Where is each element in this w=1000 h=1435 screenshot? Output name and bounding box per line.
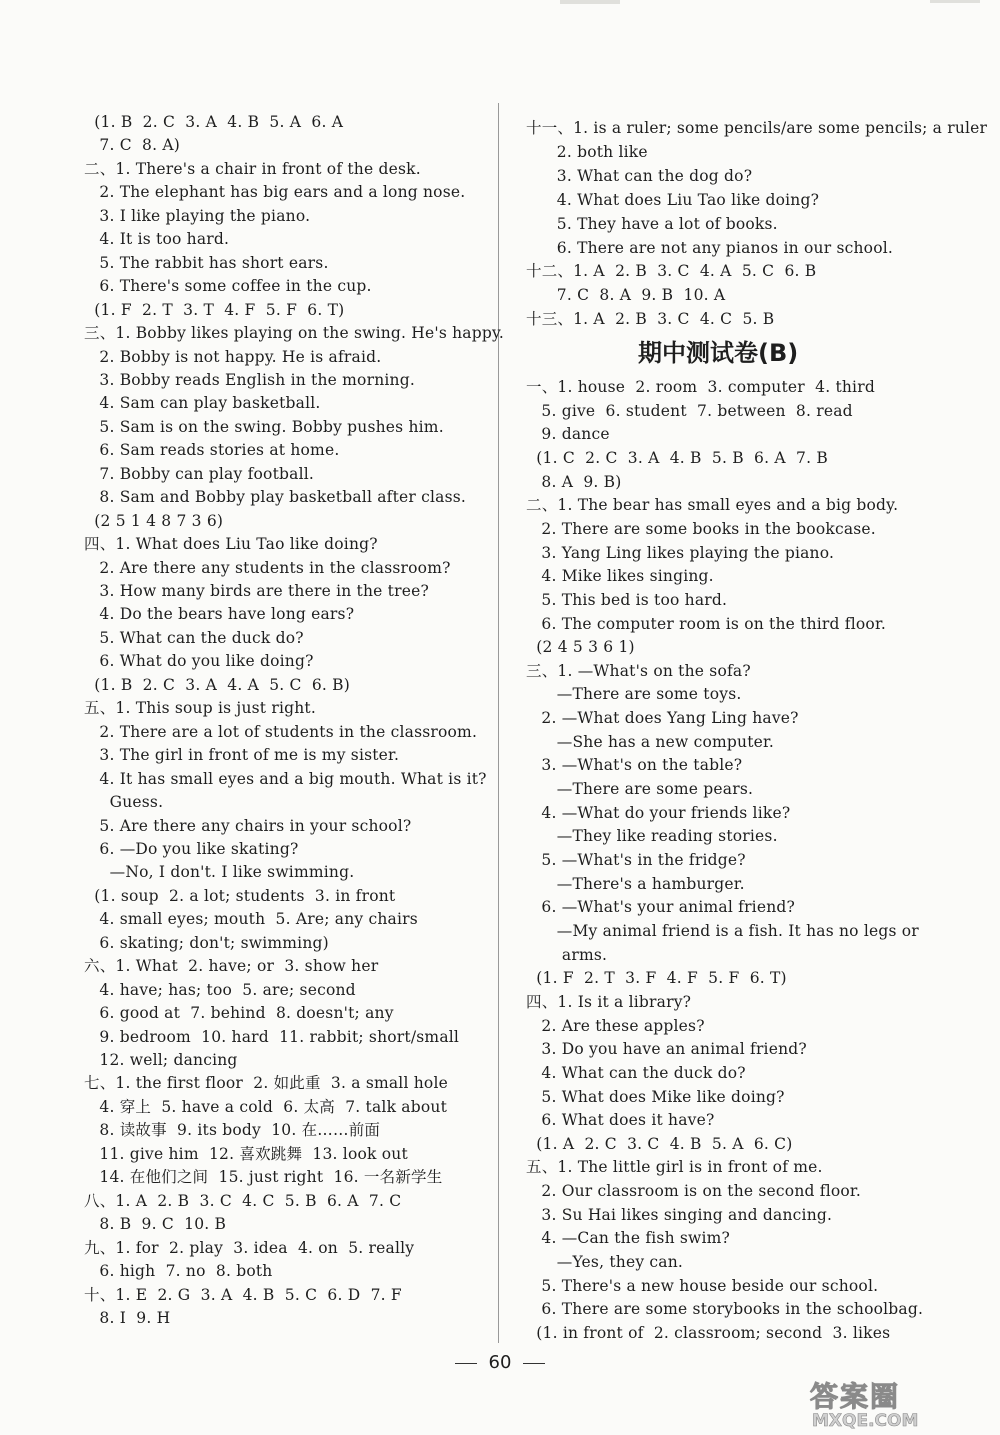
answer-line: 6. The computer room is on the third floor. (526, 614, 886, 633)
answer-line: 4. Do the bears have long ears? (84, 605, 355, 624)
answer-line: 3. I like playing the piano. (84, 206, 311, 225)
answer-line: 6. skating; don't; swimming) (84, 933, 329, 952)
answer-line: 十三、1. A 2. B 3. C 4. C 5. B (526, 310, 775, 329)
answer-line: 六、1. What 2. have; or 3. show her (84, 957, 379, 976)
answer-line: (2 5 1 4 8 7 3 6) (84, 511, 224, 530)
answer-line: 二、1. The bear has small eyes and a big body. (526, 496, 899, 515)
answer-line: 九、1. for 2. play 3. idea 4. on 5. really (84, 1238, 415, 1257)
answer-line: —My animal friend is a fish. It has no legs or (526, 921, 919, 940)
answer-line: —They like reading stories. (526, 827, 778, 846)
answer-line: 8. I 9. H (84, 1308, 171, 1327)
answer-line: 9. dance (526, 425, 610, 444)
scan-artifact (560, 0, 620, 4)
answer-line: 二、1. There's a chair in front of the desk. (84, 159, 421, 178)
answer-line: (1. soup 2. a lot; students 3. in front (84, 886, 396, 905)
answer-line: 7. C 8. A 9. B 10. A (526, 286, 726, 305)
answer-line: 2. Are these apples? (526, 1016, 705, 1035)
answer-line: 七、1. the first floor 2. 如此重 3. a small hole (84, 1074, 448, 1093)
answer-line: 4. 穿上 5. have a cold 6. 太高 7. talk about (84, 1097, 447, 1116)
answer-line: 5. What can the duck do? (84, 628, 304, 647)
page-number: 60 (0, 1352, 1000, 1373)
watermark-glyphs: 答案圈 (810, 1380, 901, 1413)
answer-line: 2. There are a lot of students in the classroom. (84, 722, 478, 741)
column-divider (498, 103, 499, 1343)
answer-line: 2. The elephant has big ears and a long nose. (84, 183, 466, 202)
answer-line: 八、1. A 2. B 3. C 4. C 5. B 6. A 7. C (84, 1191, 402, 1210)
answer-line: 3. Bobby reads English in the morning. (84, 370, 415, 389)
section-title: 期中测试卷(B) (638, 339, 799, 367)
answer-line: 十一、1. is a ruler; some pencils/are some pencils; a ruler (526, 119, 988, 137)
answer-line: 2. —What does Yang Ling have? (526, 709, 799, 728)
answer-line: 6. Sam reads stories at home. (84, 441, 340, 460)
answer-line: 6. There are some storybooks in the schoolbag. (526, 1300, 924, 1319)
answer-line: 11. give him 12. 喜欢跳舞 13. look out (84, 1144, 408, 1163)
answer-line: —There's a hamburger. (526, 874, 745, 893)
answer-line: 三、1. —What's on the sofa? (526, 661, 751, 680)
answer-line: —She has a new computer. (526, 732, 775, 751)
answer-line: 2. Our classroom is on the second floor. (526, 1182, 861, 1201)
answer-line: 6. There are not any pianos in our school. (526, 238, 894, 257)
answer-line: 4. It has small eyes and a big mouth. What is it? (84, 769, 487, 788)
answer-line: 12. well; dancing (84, 1051, 238, 1069)
watermark-domain: MXQE.COM (812, 1411, 919, 1431)
answer-line: 14. 在他们之间 15. just right 16. 一名新学生 (84, 1168, 443, 1187)
answer-line: 四、1. Is it a library? (526, 992, 692, 1011)
answer-line: 3. Su Hai likes singing and dancing. (526, 1205, 833, 1224)
answer-line: 9. bedroom 10. hard 11. rabbit; short/small (84, 1027, 460, 1046)
answer-line: 四、1. What does Liu Tao like doing? (84, 535, 378, 554)
answer-line: 5. What does Mike like doing? (526, 1087, 785, 1106)
answer-line: 6. What do you like doing? (84, 652, 314, 671)
answer-line: 4. It is too hard. (84, 230, 230, 249)
answer-line: 三、1. Bobby likes playing on the swing. He's happy. (84, 324, 505, 343)
answer-line: 十二、1. A 2. B 3. C 4. A 5. C 6. B (526, 262, 817, 281)
answer-line: 5. Are there any chairs in your school? (84, 816, 412, 835)
answer-line: 3. Yang Ling likes playing the piano. (526, 543, 835, 562)
answer-line: 4. —What do your friends like? (526, 803, 791, 822)
answer-line: 6. What does it have? (526, 1111, 715, 1130)
answer-line: 7. Bobby can play football. (84, 464, 315, 483)
answer-line: 7. C 8. A) (84, 136, 180, 155)
answer-line: (1. F 2. T 3. F 4. F 5. F 6. T) (526, 969, 787, 988)
answer-line: —There are some pears. (526, 780, 754, 799)
answer-line: Guess. (84, 793, 164, 812)
answer-line: 五、1. This soup is just right. (84, 699, 316, 718)
site-watermark-logo (810, 1375, 995, 1433)
answer-line: 2. both like (526, 142, 648, 161)
answer-line: 4. have; has; too 5. are; second (84, 980, 356, 999)
answer-line: (1. in front of 2. classroom; second 3. likes (526, 1324, 891, 1342)
answer-line: 3. What can the dog do? (526, 166, 753, 185)
answer-line: 8. A 9. B) (526, 472, 622, 491)
answer-line: 3. —What's on the table? (526, 756, 743, 775)
answer-line: 5. They have a lot of books. (526, 214, 778, 233)
answer-line: 3. Do you have an animal friend? (526, 1040, 807, 1059)
answer-line: 4. small eyes; mouth 5. Are; any chairs (84, 910, 418, 929)
answer-line: 6. —What's your animal friend? (526, 898, 796, 917)
answer-line: 6. good at 7. behind 8. doesn't; any (84, 1004, 394, 1023)
answer-line: (1. B 2. C 3. A 4. A 5. C 6. B) (84, 675, 350, 694)
answer-line: 4. What can the duck do? (526, 1063, 746, 1082)
answer-line: 2. Are there any students in the classroom? (84, 558, 451, 577)
answer-line: 五、1. The little girl is in front of me. (526, 1158, 823, 1177)
answer-line: 4. Sam can play basketball. (84, 394, 321, 413)
scan-artifact (930, 0, 980, 3)
answer-line: 6. high 7. no 8. both (84, 1262, 273, 1281)
answer-line: 5. There's a new house beside our school. (526, 1276, 879, 1295)
answer-line: 5. —What's in the fridge? (526, 851, 746, 869)
answer-line: (2 4 5 3 6 1) (526, 638, 635, 657)
answer-line: 2. Bobby is not happy. He is afraid. (84, 347, 382, 366)
answer-line: (1. A 2. C 3. C 4. B 5. A 6. C) (526, 1134, 793, 1153)
answer-line: 3. The girl in front of me is my sister. (84, 746, 400, 765)
answer-line: 4. What does Liu Tao like doing? (526, 190, 820, 209)
answer-line: 8. B 9. C 10. B (84, 1215, 227, 1234)
answer-line: 6. There's some coffee in the cup. (84, 277, 372, 296)
answer-line: —No, I don't. I like swimming. (84, 863, 355, 882)
answer-line: (1. F 2. T 3. T 4. F 5. F 6. T) (84, 300, 345, 319)
answer-line: 4. —Can the fish swim? (526, 1229, 731, 1248)
answer-line: 一、1. house 2. room 3. computer 4. third (526, 378, 875, 396)
answer-line: 十、1. E 2. G 3. A 4. B 5. C 6. D 7. F (84, 1285, 402, 1304)
answer-line: 8. Sam and Bobby play basketball after class. (84, 488, 467, 507)
answer-line: 8. 读故事 9. its body 10. 在……前面 (84, 1121, 381, 1140)
answer-line: 5. give 6. student 7. between 8. read (526, 401, 853, 420)
answer-line: 2. There are some books in the bookcase. (526, 519, 876, 538)
answer-line: 5. Sam is on the swing. Bobby pushes him. (84, 417, 444, 436)
answer-line: —There are some toys. (526, 685, 742, 704)
answer-line: 4. Mike likes singing. (526, 567, 714, 586)
answer-line: 5. The rabbit has short ears. (84, 253, 329, 272)
answer-line: 6. —Do you like skating? (84, 839, 299, 858)
answer-line: 5. This bed is too hard. (526, 590, 728, 609)
answer-line: 3. How many birds are there in the tree? (84, 582, 429, 600)
answer-line: (1. B 2. C 3. A 4. B 5. A 6. A (84, 113, 344, 131)
answer-line: —Yes, they can. (526, 1253, 684, 1272)
answer-line: arms. (526, 945, 608, 964)
answer-line: (1. C 2. C 3. A 4. B 5. B 6. A 7. B (526, 448, 828, 467)
